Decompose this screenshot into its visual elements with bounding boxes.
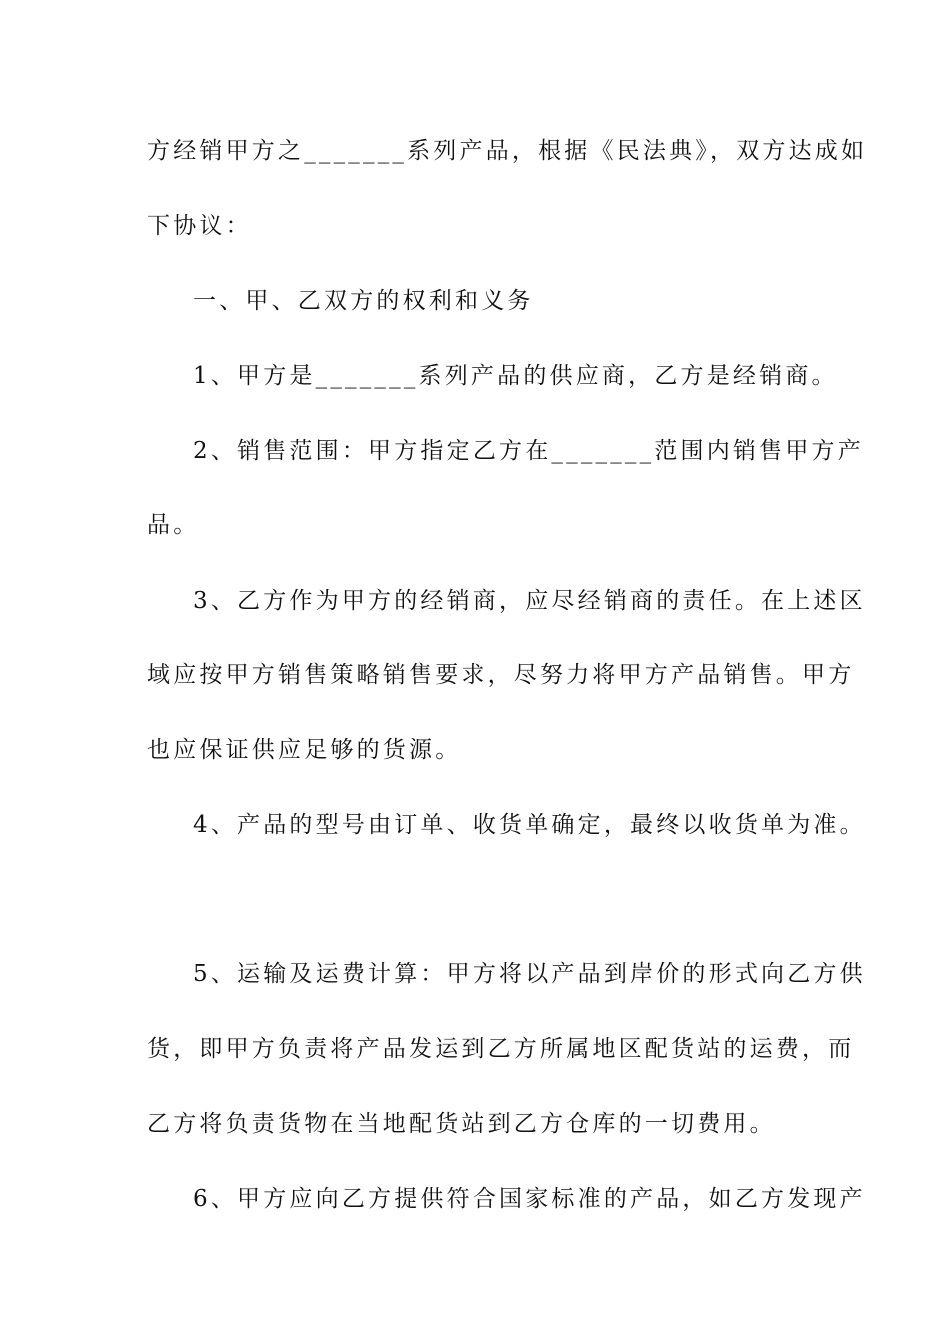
text-line: 也应保证供应足够的货源。 [147,737,462,763]
text-line: 4、产品的型号由订单、收货单确定，最终以收货单为准。 [193,812,866,838]
text-line: 5、运输及运费计算：甲方将以产品到岸价的形式向乙方供 [193,961,866,987]
text-line: 乙方将负责货物在当地配货站到乙方仓库的一切费用。 [147,1111,776,1137]
text-line: 1、甲方是_______系列产品的供应商，乙方是经销商。 [193,363,838,389]
text-line: 下协议： [147,213,252,239]
text-line: 3、乙方作为甲方的经销商，应尽经销商的责任。在上述区 [193,588,866,614]
section-heading: 一、甲、乙双方的权利和义务 [193,288,534,314]
text-line: 方经销甲方之_______系列产品，根据《民法典》，双方达成如 [147,138,868,164]
text-line: 品。 [147,512,200,538]
text-line: 2、销售范围：甲方指定乙方在_______范围内销售甲方产 [193,438,864,464]
text-line: 货，即甲方负责将产品发运到乙方所属地区配货站的运费，而 [147,1036,855,1062]
text-line: 6、甲方应向乙方提供符合国家标准的产品，如乙方发现产 [193,1186,866,1212]
text-line: 域应按甲方销售策略销售要求，尽努力将甲方产品销售。甲方 [147,662,855,688]
